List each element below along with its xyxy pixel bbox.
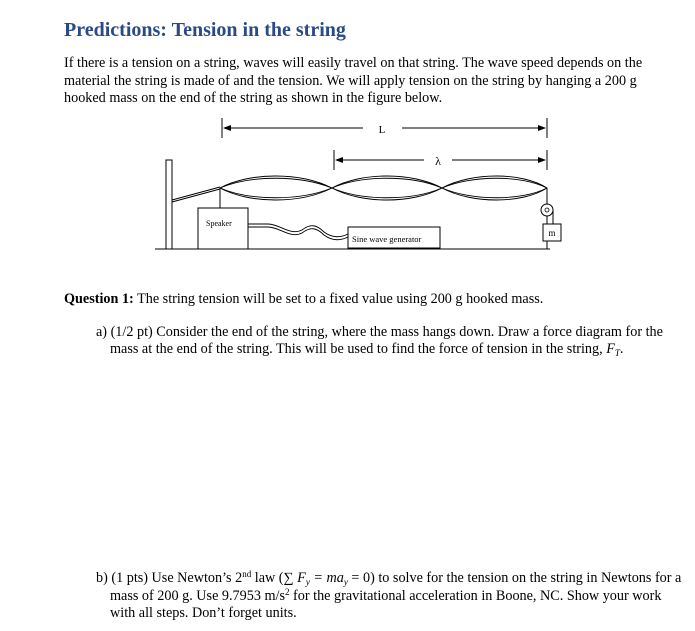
- length-dimension-L: [222, 118, 547, 138]
- part-b-eq-subscript: y: [305, 577, 310, 587]
- speaker-cable: [248, 224, 348, 237]
- sine-wave-generator: [348, 227, 440, 248]
- question-1-label: Question 1:: [64, 291, 134, 307]
- question-part-a: [96, 324, 680, 358]
- question-1: [64, 290, 674, 308]
- question-1-text: The string tension will be set to a fixed value using 200 g hooked mass.: [137, 291, 544, 307]
- part-a-subscript: T: [614, 348, 620, 358]
- speaker-label: Speaker: [206, 219, 232, 228]
- label-lambda: λ: [435, 154, 441, 168]
- part-b-exponent: 2: [284, 586, 290, 597]
- part-a-suffix: .: [619, 341, 624, 357]
- hanging-mass: [543, 224, 561, 241]
- apparatus-diagram: [150, 114, 570, 260]
- part-b-equation: ∑ F: [283, 570, 306, 586]
- part-b-equation-2: = ma: [309, 570, 344, 586]
- part-b-text: b) (1 pts) Use Newton’s 2: [96, 570, 243, 586]
- intro-paragraph: If there is a tension on a string, waves will easily travel on that string. The wave speed depends on the material the string is made of and the tension. We will apply tension on the string by hanging a 200 g hooked mass on the end of the string as shown in the figure below.: [64, 55, 643, 106]
- speaker: [198, 208, 248, 249]
- standing-wave-figure: [150, 114, 570, 260]
- part-b-suffix: for the gravitational acceleration in Boone, NC. Show your work with all steps. Don’t forget units.: [110, 587, 662, 621]
- wavelength-dimension: [334, 150, 547, 170]
- question-part-b: [96, 570, 690, 623]
- part-a-text: a) (1/2 pt) Consider the end of the string, where the mass hangs down. Draw a force diagram for the mass at the end of the string. This will be used to find the force of tension in the string,: [96, 324, 663, 357]
- part-b-instructions: ) to solve for the tension on the string in Newtons for a mass of 200 g. Use 9.7953 m/s: [110, 570, 682, 604]
- page-title: Predictions: Tension in the string: [64, 19, 346, 41]
- part-b-law: law (: [251, 570, 284, 586]
- generator-label: Sine wave generator: [352, 234, 422, 244]
- part-b-ordinal: nd: [242, 569, 252, 579]
- part-a-variable: F: [606, 341, 615, 357]
- mass-label: m: [548, 228, 556, 238]
- standing-wave: [220, 176, 547, 200]
- part-b-eq-subscript-2: y: [343, 577, 348, 587]
- label-L: L: [378, 124, 386, 136]
- part-b-equation-3: = 0: [347, 570, 371, 586]
